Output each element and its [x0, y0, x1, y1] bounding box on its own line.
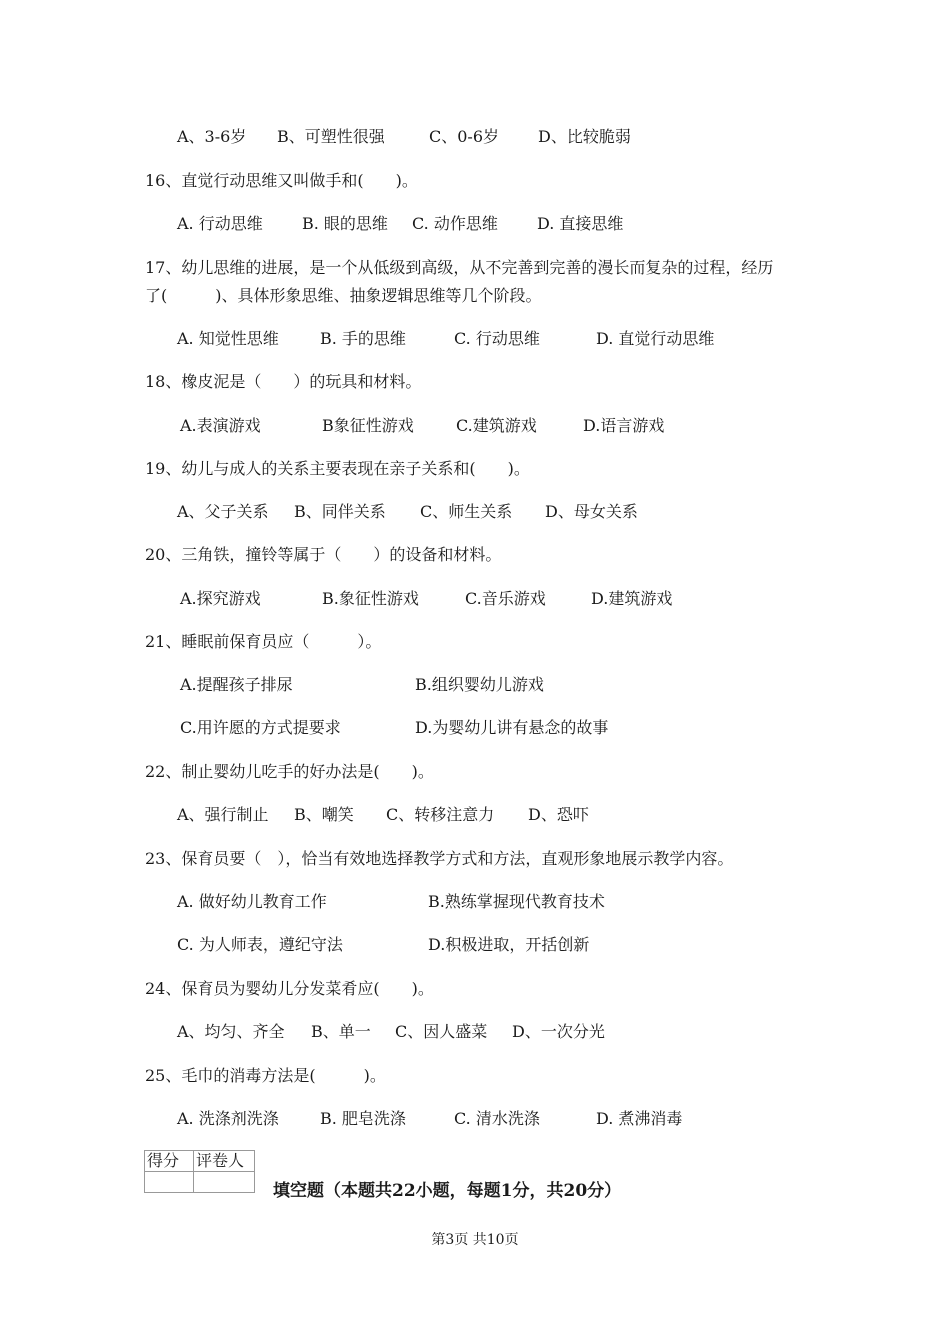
q19-option-c: C、师生关系	[420, 502, 513, 521]
q20-option-d: D.建筑游戏	[591, 589, 673, 608]
q25-stem: 25、毛巾的消毒方法是( )。	[145, 1066, 386, 1085]
q24-option-a: A、均匀、齐全	[177, 1022, 285, 1041]
q23-option-d: D.积极进取，开括创新	[428, 935, 590, 954]
q17-option-d: D. 直觉行动思维	[596, 329, 715, 348]
q16-option-b: B. 眼的思维	[302, 214, 388, 233]
q20-stem: 20、三角铁，撞铃等属于（ ）的设备和材料。	[145, 545, 502, 564]
page-footer: 第3页 共10页	[431, 1232, 519, 1248]
q25-option-d: D. 煮沸消毒	[596, 1109, 683, 1128]
q25-option-b: B. 肥皂洗涤	[320, 1109, 406, 1128]
q19-option-a: A、父子关系	[177, 502, 269, 521]
q17-option-a: A. 知觉性思维	[177, 329, 279, 348]
q17-stem-line1: 17、幼儿思维的进展，是一个从低级到高级，从不完善到完善的漫长而复杂的过程，经历	[145, 258, 774, 277]
q18-option-c: C.建筑游戏	[456, 416, 537, 435]
q15-option-b: B、可塑性很强	[277, 127, 385, 146]
q23-option-c: C. 为人师表，遵纪守法	[177, 935, 343, 954]
q19-option-b: B、同伴关系	[294, 502, 386, 521]
q24-option-d: D、一次分光	[512, 1022, 605, 1041]
q15-option-c: C、0-6岁	[429, 127, 500, 146]
q21-stem: 21、睡眠前保育员应（ ）。	[145, 632, 382, 651]
q24-stem: 24、保育员为婴幼儿分发菜肴应( )。	[145, 979, 434, 998]
q16-option-a: A. 行动思维	[177, 214, 263, 233]
q17-stem-line2: 了( )、具体形象思维、抽象逻辑思维等几个阶段。	[145, 286, 542, 305]
q25-option-a: A. 洗涤剂洗涤	[177, 1109, 279, 1128]
q21-option-b: B.组织婴幼儿游戏	[415, 675, 544, 694]
q23-stem: 23、保育员要（ ），恰当有效地选择教学方式和方法，直观形象地展示教学内容。	[145, 849, 734, 868]
q19-option-d: D、母女关系	[545, 502, 638, 521]
q24-option-b: B、单一	[311, 1022, 371, 1041]
section-title: 填空题（本题共22小题，每题1分，共20分）	[273, 1181, 622, 1201]
q18-option-b: B象征性游戏	[322, 416, 414, 435]
q20-option-b: B.象征性游戏	[322, 589, 419, 608]
q21-option-a: A.提醒孩子排尿	[180, 675, 293, 694]
reviewer-label: 评卷人	[194, 1151, 255, 1172]
q25-option-c: C. 清水洗涤	[454, 1109, 540, 1128]
q17-option-b: B. 手的思维	[320, 329, 406, 348]
q16-option-c: C. 动作思维	[412, 214, 498, 233]
q17-option-c: C. 行动思维	[454, 329, 540, 348]
q19-stem: 19、幼儿与成人的关系主要表现在亲子关系和( )。	[145, 459, 530, 478]
q22-option-d: D、恐吓	[528, 805, 589, 824]
q23-option-b: B.熟练掌握现代教育技术	[428, 892, 605, 911]
q21-option-d: D.为婴幼儿讲有悬念的故事	[415, 718, 609, 737]
q21-option-c: C.用许愿的方式提要求	[180, 718, 341, 737]
q15-option-a: A、3-6岁	[177, 127, 247, 146]
q18-option-d: D.语言游戏	[583, 416, 665, 435]
q16-stem: 16、直觉行动思维又叫做手和( )。	[145, 171, 418, 190]
reviewer-cell[interactable]	[194, 1172, 255, 1193]
q16-option-d: D. 直接思维	[537, 214, 624, 233]
q15-option-d: D、比较脆弱	[538, 127, 631, 146]
q18-option-a: A.表演游戏	[180, 416, 261, 435]
q18-stem: 18、橡皮泥是（ ）的玩具和材料。	[145, 372, 422, 391]
q24-option-c: C、因人盛菜	[395, 1022, 488, 1041]
q20-option-a: A.探究游戏	[180, 589, 261, 608]
q20-option-c: C.音乐游戏	[465, 589, 546, 608]
score-label: 得分	[145, 1151, 194, 1172]
q23-option-a: A. 做好幼儿教育工作	[177, 892, 327, 911]
score-cell[interactable]	[145, 1172, 194, 1193]
q22-option-b: B、嘲笑	[294, 805, 354, 824]
q22-option-a: A、强行制止	[177, 805, 269, 824]
q22-option-c: C、转移注意力	[386, 805, 495, 824]
score-box	[144, 1150, 255, 1193]
q22-stem: 22、制止婴幼儿吃手的好办法是( )。	[145, 762, 434, 781]
